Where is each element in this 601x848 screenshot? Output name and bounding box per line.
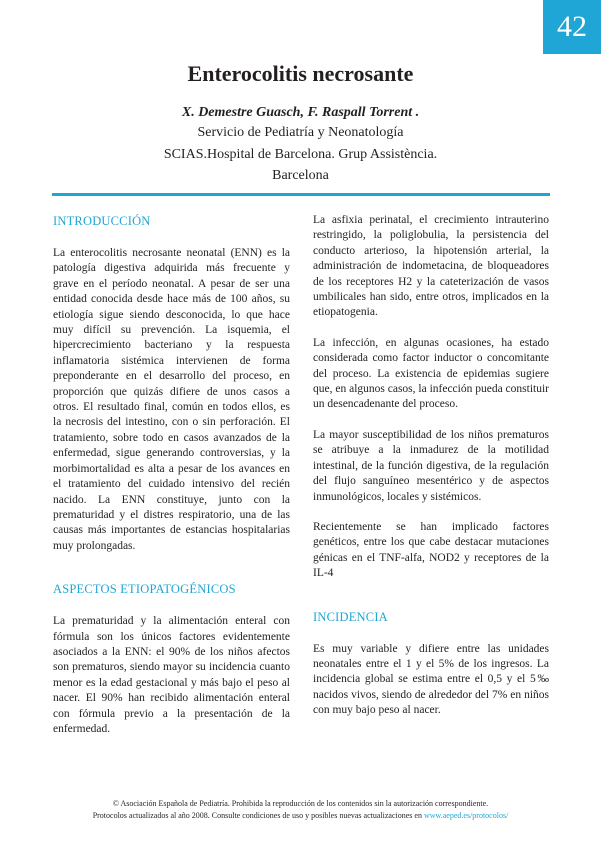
section-heading-introduccion: INTRODUCCIÓN [53,214,151,228]
footer-update-text: Protocolos actualizados al año 2008. Consulte condiciones de uso y posibles nuevas actualizaciones en [92,810,422,820]
affiliation-line-2: SCIAS.Hospital de Barcelona. Grup Assistència. [163,147,438,162]
etio-paragraph-5: Recientemente se han implicado factores genéticos, entre los que cabe destacar mutaciones génicas en el TNF-alfa, NOD2 y receptores de la IL-4 [313,520,549,580]
footer-update-line [0,810,601,822]
section-heading-aspectos-etiopatogenicos: ASPECTOS ETIOPATOGÉNICOS [53,582,236,597]
etio-paragraph-2: La asfixia perinatal, el crecimiento intrauterino restringido, la poliglobulia, la persistencia del conducto arterioso, la hipotensión arterial, la administración de indometacina, de bloqueadores de los receptores H2 y la cateterización de vasos umbilicales han sido, entre otros, implicados en la etiopatogenia. [313,214,549,319]
affiliation-line-3: Barcelona [272,168,329,183]
section-heading-incidencia: INCIDENCIA [313,609,388,624]
footer [0,798,601,821]
etio-paragraph-1: La prematuridad y la alimentación enteral con fórmula son los únicos factores evidentemente asociados a la ENN: el 90% de los niños afectos son prematuros, siendo mayor su incidencia cuanto menor es la edad gestacional y más bajo el peso al nacer. El 90% han recibido alimentación enteral con fórmula previo a la presentación de la enfermedad. [53,615,290,735]
intro-paragraph: La enterocolitis necrosante neonatal (ENN) es la patología digestiva adquirida más frecuente y grave en el período neonatal. A pesar de ser una entidad conocida desde hace más de 100 años, su etiología sigue siendo desconocida, lo que hace muy difícil su prevención. La isquemia, el hipercrecimiento bacteriano y la respuesta inflamatoria sistémica intervienen de forma preponderante en el desarrollo del proceso, en proporción que quizás difiere de unos casos a otros. El resultado final, común en todos ellos, es la necrosis del intestino, con o sin perforación. El tratamiento, sobre todo en casos avanzados de la enfermedad, sigue generando controversias, y la morbimortalidad es alta a pesar de los avances en el tratamiento del cuidado intensivo del recién nacido. La ENN constituye, junto con la prematuridad y el distres respiratorio, una de las causas más importantes de estancias hospitalarias muy prolongadas. [53,247,290,552]
footer-copyright: © Asociación Española de Pediatría. Prohibida la reproducción de los contenidos sin la autorización correspondiente. [112,799,489,808]
authors: X. Demestre Guasch, F. Raspall Torrent . [181,105,420,120]
incidence-paragraph: Es muy variable y difiere entre las unidades neonatales entre el 1 y el 5% de los ingresos. La incidencia global se estima entre el 0,5 y el 5‰ nacidos vivos, siendo de alrededor del 7% en niños con muy bajo peso al nacer. [313,642,549,717]
right-column [313,213,549,719]
header-divider [52,193,550,196]
left-column [53,213,290,737]
etio-paragraph-4: La mayor susceptibilidad de los niños prematuros se atribuye a la inmadurez de la motilidad intestinal, de la función digestiva, de la regulación del flujo sanguíneo mesentérico y de aspectos inmunológicos, locales y sistémicos. [313,428,549,503]
etio-paragraph-3: La infección, en algunas ocasiones, ha estado considerada como factor inductor o concomitante del proceso. La existencia de epidemias sugiere que, en algunos casos, la infección pueda constituir un desencadenante del proceso. [313,336,549,411]
page-title: Enterocolitis necrosante [187,61,414,86]
affiliation-line-1: Servicio de Pediatría y Neonatología [197,125,404,140]
page-number-badge: 42 [543,0,601,54]
footer-protocols-link[interactable]: www.aeped.es/protocolos/ [423,810,509,820]
